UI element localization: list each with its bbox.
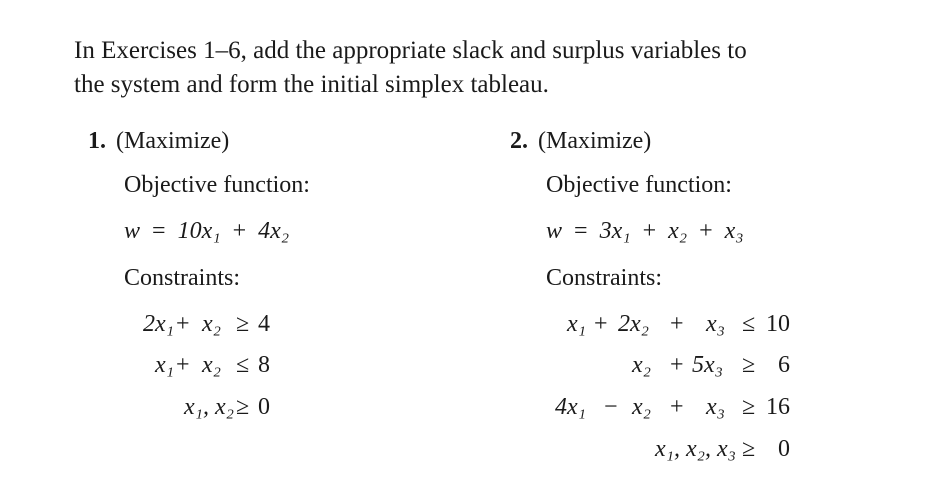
exercise-2-heading bbox=[510, 128, 651, 155]
exercise-instructions bbox=[74, 34, 874, 102]
exercise-2-objective: w = 3x₁ + x₂ + x₃ bbox=[546, 218, 744, 244]
exercise-2-constraint-1: x₁ + 2x₂ + x₃ ≤ 10 bbox=[567, 311, 790, 337]
instructions-line-2: the system and form the initial simplex tableau. bbox=[74, 71, 549, 98]
exercise-1-constraint-1: 2x₁ + x₂ ≥ 4 bbox=[143, 311, 270, 337]
exercise-1-nonnegativity: x₁, x₂ ≥ 0 bbox=[184, 394, 270, 420]
exercise-2-constraint-2: x₂ + 5x₃ ≥ 6 bbox=[632, 352, 790, 378]
exercise-1-constraints-label: Constraints: bbox=[124, 265, 241, 291]
exercise-2-constraint-3: 4x₁ − x₂ + x₃ ≥ 16 bbox=[555, 394, 790, 420]
exercise-2-nonnegativity: x₁, x₂, x₃ ≥ 0 bbox=[655, 436, 790, 462]
exercise-1-number: 1. bbox=[88, 128, 106, 154]
exercise-2-constraints-label: Constraints: bbox=[546, 265, 663, 291]
exercise-1-objective: w = 10x₁ + 4x₂ bbox=[124, 218, 290, 244]
exercise-2-objective-label: Objective function: bbox=[546, 172, 732, 198]
exercise-1-heading bbox=[88, 128, 229, 155]
exercise-1-type: (Maximize) bbox=[116, 128, 230, 154]
exercise-1-objective-label: Objective function: bbox=[124, 172, 310, 198]
exercise-2-type: (Maximize) bbox=[538, 128, 652, 154]
instructions-line-1: In Exercises 1–6, add the appropriate slack and surplus variables to bbox=[74, 37, 747, 64]
exercise-1-constraint-2: x₁ + x₂ ≤ 8 bbox=[155, 352, 270, 378]
exercise-2-number: 2. bbox=[510, 128, 528, 154]
